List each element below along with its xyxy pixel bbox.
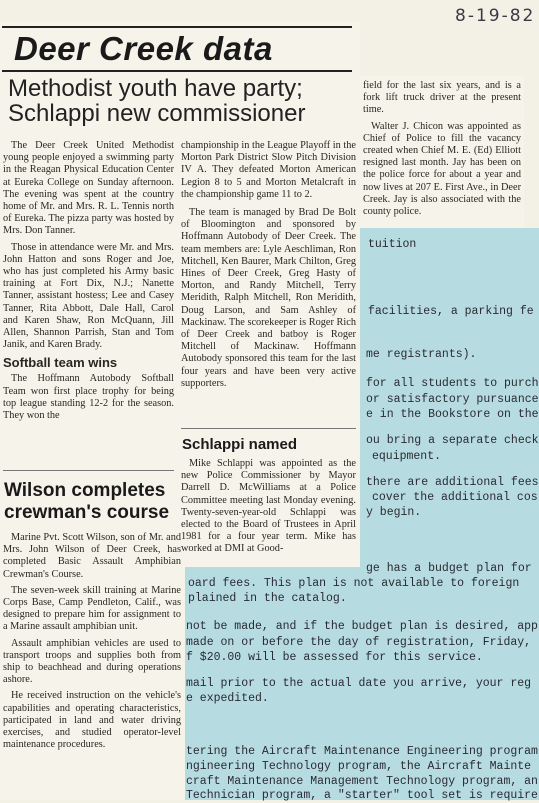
softball-subhead: Softball team wins xyxy=(3,355,118,371)
column-3 xyxy=(363,80,521,222)
headline: Methodist youth have party; Schlappi new commissioner xyxy=(8,75,306,127)
wilson-subhead: Wilson completes crewman's course xyxy=(4,480,170,523)
article-paragraph: The Deer Creek United Methodist young people enjoyed a swimming party in the Reagan Physical Education Center at Eureka College on Sunday afternoon. The evening was spent at the country home of Mr. and Mrs. R. L. Tennis north of Eureka. The pizza party was hosted by Mrs. Don Tanner. xyxy=(3,140,174,237)
typed-line: facilities, a parking fe xyxy=(368,305,534,318)
typed-line: f $20.00 will be assessed for this service. xyxy=(186,651,483,664)
article-paragraph: Mike Schlappi was appointed as the new Police Commissioner by Mayor Darrell D. McWilliams at a Police Committee meeting last Monday evening. Twenty-seven-year-old Schlappi was elected to the Board of Trustees in April 1981 for a four year term. Mike has worked at DMI at Good- xyxy=(181,458,356,555)
divider xyxy=(181,428,356,429)
typed-line: cover the additional cos xyxy=(372,491,538,504)
typed-line: for all students to purch xyxy=(366,377,539,390)
typed-line: craft Maintenance Management Technology program, an xyxy=(186,775,538,788)
column-1 xyxy=(3,140,174,426)
typed-line: me registrants). xyxy=(366,348,477,361)
typed-line: tering the Aircraft Maintenance Engineering program xyxy=(186,745,538,758)
typed-line: made on or before the day of registration, Friday, xyxy=(186,636,532,649)
typed-line: ou bring a separate check xyxy=(366,434,539,447)
article-paragraph: The team is managed by Brad De Bolt of Bloomington and sponsored by Hoffmann Autobody of Deer Creek. The team members are: Lyle Aeschliman, Ron Mitchell, Ken Baurer, Mark Chilton, Greg Hines of Deer Creek, Greg Hasty of Morton, and Randy Mitchell, Terry Meridith, Ralph Mitchell, Ron Meridith, Doug Larson, and Sam Ashley of Mackinaw. The scorekeeper is Roger Rich of Deer Creek and batboy is Roger Mitchell of Mackinaw. Hoffmann Autobody sponsored this team for the last four years and have been very active supporters. xyxy=(181,207,356,389)
date-stamp: 8-19-82 xyxy=(455,6,536,26)
article-paragraph: He received instruction on the vehicle's capabilities and operating characteristics, participated in land and water driving exercises, and studied operator-level maintenance procedures. xyxy=(3,690,181,751)
column-2 xyxy=(181,140,356,394)
typed-line: equipment. xyxy=(372,450,442,463)
article-paragraph: The seven-week skill training at Marine Corps Base, Camp Pendleton, Calif., was designed to prepare him for assignment to a Marine assault amphibian unit. xyxy=(3,584,181,633)
typed-line: oard fees. This plan is not available to foreign xyxy=(188,577,520,590)
typed-line: e expedited. xyxy=(186,692,269,705)
typed-line: tuition xyxy=(368,238,417,251)
masthead-title: Deer Creek data xyxy=(14,30,273,67)
article-paragraph: field for the last six years, and is a fork lift truck driver at the present time. xyxy=(363,80,521,116)
masthead xyxy=(2,26,352,72)
typed-line: ge has a budget plan for xyxy=(366,562,532,575)
article-paragraph: Walter J. Chicon was appointed as Chief of Police to fill the vacancy created when Chief M. E. (Ed) Elliott resigned last month. Jay has been on the police force for about a year and now lives at 207 E. First Ave., in Deer Creek. Jay is also associated with the county police. xyxy=(363,120,521,218)
typed-line: there are additional fees xyxy=(366,476,539,489)
article-paragraph: championship in the League Playoff in the Morton Park District Slow Pitch Division IV A. They defeated Morton American Legion 8 to 5 and Morton Metalcraft in the championship game 11 to 2. xyxy=(181,140,356,200)
column-2-lower xyxy=(181,458,356,560)
article-paragraph: The Hoffmann Autobody Softball Team won first place trophy for being top league standing 12-2 for the season. They won the xyxy=(3,373,174,422)
divider xyxy=(3,470,174,471)
schlappi-subhead: Schlappi named xyxy=(182,436,298,453)
typed-line: Technician program, a "starter" tool set is require xyxy=(186,789,538,802)
typed-line: plained in the catalog. xyxy=(188,592,347,605)
typed-line: ngineering Technology program, the Aircraft Mainte xyxy=(186,760,532,773)
typed-line: mail prior to the actual date you arrive, your reg xyxy=(186,677,532,690)
article-paragraph: Assault amphibian vehicles are used to transport troops and supplies both from ship to beachhead and during operations ashore. xyxy=(3,637,181,686)
article-paragraph: Marine Pvt. Scott Wilson, son of Mr. and Mrs. John Wilson of Deer Creek, has completed Basic Assault Amphibian Crewman's Course. xyxy=(3,532,181,580)
typed-line: not be made, and if the budget plan is desired, app xyxy=(186,620,538,633)
column-1-lower xyxy=(3,532,181,755)
typed-line: e in the Bookstore on the xyxy=(366,408,539,421)
article-paragraph: Those in attendance were Mr. and Mrs. John Hatton and sons Roger and Joe, who has just completed his Army basic training at Fort Dix, N.J.; Nanette Tanner, assistant hostess; Lee and Casey Tanner, Rita Abbott, Dale Hall, Carol and Karen Shaw, Ron McQuann, Jill Allen, Shannon Parrish, Stan and Tom Janik, and Karen Brady. xyxy=(3,241,174,351)
typed-line: y begin. xyxy=(366,506,422,519)
typed-line: or satisfactory pursuance xyxy=(366,393,539,406)
